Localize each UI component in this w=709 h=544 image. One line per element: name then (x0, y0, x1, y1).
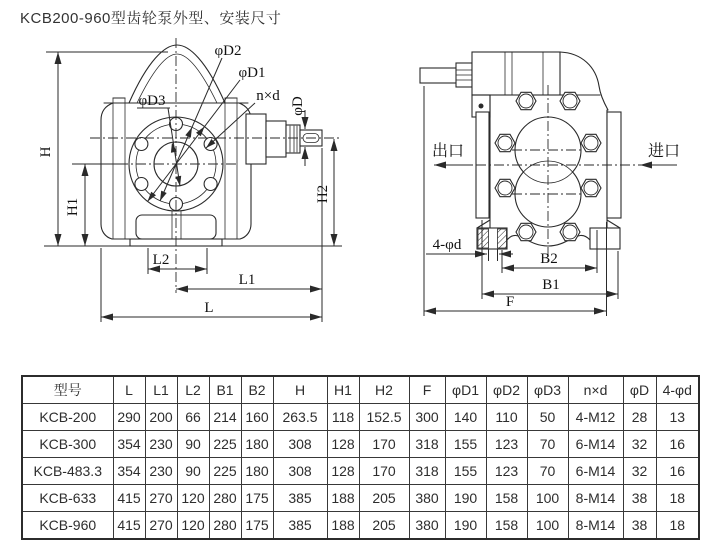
table-cell: 100 (527, 512, 568, 540)
dim-label-h2: H2 (315, 184, 331, 204)
hex-bolt (581, 134, 601, 151)
table-row (22, 431, 699, 458)
table-cell: 38 (623, 512, 656, 540)
table-cell: 270 (145, 485, 177, 512)
model-cell: KCB-483.3 (22, 458, 113, 485)
header-cell: φD3 (527, 376, 568, 404)
table-cell: 16 (656, 431, 699, 458)
table-cell: 225 (209, 431, 241, 458)
header-cell: B2 (241, 376, 273, 404)
table-cell: 170 (359, 458, 409, 485)
table-cell: 175 (241, 512, 273, 540)
table-cell: 385 (273, 485, 327, 512)
table-row (22, 404, 699, 431)
table-cell: 280 (209, 512, 241, 540)
outlet-label: 出口 (431, 143, 465, 160)
table-cell: 308 (273, 431, 327, 458)
body-left-edge (101, 103, 113, 239)
dim-label-phid2: φD2 (214, 43, 242, 59)
dim-label-l2: L2 (152, 252, 170, 268)
hex-bolt (560, 92, 580, 109)
table-cell: 90 (177, 458, 209, 485)
dim-label-h: H (38, 146, 54, 158)
model-cell: KCB-633 (22, 485, 113, 512)
hex-bolt (560, 223, 580, 240)
header-cell: φD (623, 376, 656, 404)
dim-label-l1: L1 (238, 272, 256, 288)
header-cell: B1 (209, 376, 241, 404)
dim-label-b1: B1 (542, 277, 560, 293)
table-cell: 188 (327, 512, 359, 540)
shaft-side (420, 68, 458, 83)
side-view (420, 52, 680, 316)
dim-label-b2: B2 (540, 251, 558, 267)
table-cell: 90 (177, 431, 209, 458)
table-cell: 225 (209, 458, 241, 485)
header-cell: L (113, 376, 145, 404)
table-cell: 152.5 (359, 404, 409, 431)
table-cell: 6-M14 (568, 458, 623, 485)
table-cell: 160 (241, 404, 273, 431)
inlet-label: 进口 (647, 143, 681, 160)
header-cell: 4-φd (656, 376, 699, 404)
table-cell: 318 (409, 458, 445, 485)
header-cell: 型号 (22, 376, 113, 404)
table-cell: 180 (241, 458, 273, 485)
table-cell: 6-M14 (568, 431, 623, 458)
table-cell: 230 (145, 458, 177, 485)
header-cell: H (273, 376, 327, 404)
table-cell: 8-M14 (568, 485, 623, 512)
table-cell: 190 (445, 512, 486, 540)
header-cell: φD2 (486, 376, 527, 404)
table-cell: 290 (113, 404, 145, 431)
table-cell: 415 (113, 512, 145, 540)
dim-label-4phid: 4-φd (432, 237, 462, 253)
table-cell: 175 (241, 485, 273, 512)
table-cell: 16 (656, 458, 699, 485)
header-cell: L2 (177, 376, 209, 404)
table-header-row (22, 376, 699, 404)
table-cell: 128 (327, 458, 359, 485)
dim-label-phid1: φD1 (238, 65, 266, 81)
table-cell: 123 (486, 431, 527, 458)
header-cell: L1 (145, 376, 177, 404)
table-cell: 200 (145, 404, 177, 431)
dim-label-phid: φD (290, 96, 306, 116)
table-cell: 158 (486, 485, 527, 512)
table-cell: 415 (113, 485, 145, 512)
table-cell: 70 (527, 431, 568, 458)
table-cell: 110 (486, 404, 527, 431)
table-cell: 180 (241, 431, 273, 458)
dim-label-f: F (505, 294, 515, 310)
page-title: KCB200-960型齿轮泵外型、安装尺寸 (20, 10, 282, 27)
table-cell: 128 (327, 431, 359, 458)
header-cell: H2 (359, 376, 409, 404)
table-cell: 318 (409, 431, 445, 458)
table-cell: 123 (486, 458, 527, 485)
table-cell: 155 (445, 431, 486, 458)
table-cell: 120 (177, 512, 209, 540)
table-cell: 140 (445, 404, 486, 431)
hex-bolt (581, 179, 601, 196)
table-cell: 270 (145, 512, 177, 540)
table-cell: 205 (359, 512, 409, 540)
table-cell: 8-M14 (568, 512, 623, 540)
table-cell: 170 (359, 431, 409, 458)
table-cell: 158 (486, 512, 527, 540)
gland-nut (286, 125, 300, 153)
table-cell: 354 (113, 431, 145, 458)
table-cell: 100 (527, 485, 568, 512)
table-cell: 18 (656, 485, 699, 512)
table-cell: 4-M12 (568, 404, 623, 431)
table-cell: 263.5 (273, 404, 327, 431)
table-cell: 205 (359, 485, 409, 512)
table-cell: 70 (527, 458, 568, 485)
dim-label-nxd: n×d (256, 88, 280, 104)
table-cell: 230 (145, 431, 177, 458)
table-cell: 214 (209, 404, 241, 431)
table-cell: 120 (177, 485, 209, 512)
header-cell: φD1 (445, 376, 486, 404)
hex-bolt (495, 134, 515, 151)
table-cell: 118 (327, 404, 359, 431)
right-foot (590, 228, 620, 249)
table-cell: 190 (445, 485, 486, 512)
table-cell: 380 (409, 512, 445, 540)
table-row (22, 458, 699, 485)
table-cell: 18 (656, 512, 699, 540)
model-cell: KCB-300 (22, 431, 113, 458)
hex-bolt (516, 223, 536, 240)
table-cell: 50 (527, 404, 568, 431)
dimension-table (21, 375, 700, 540)
bearing-housing (472, 52, 560, 95)
header-cell: n×d (568, 376, 623, 404)
hex-bolt (516, 92, 536, 109)
table-cell: 66 (177, 404, 209, 431)
table-cell: 188 (327, 485, 359, 512)
table-cell: 385 (273, 512, 327, 540)
table-cell: 32 (623, 431, 656, 458)
table-cell: 300 (409, 404, 445, 431)
table-cell: 280 (209, 485, 241, 512)
table-cell: 38 (623, 485, 656, 512)
dim-label-l: L (204, 300, 214, 316)
dim-label-h1: H1 (65, 197, 81, 217)
table-row (22, 485, 699, 512)
front-view (38, 38, 342, 322)
table-cell: 354 (113, 458, 145, 485)
table-cell: 380 (409, 485, 445, 512)
model-cell: KCB-960 (22, 512, 113, 540)
dim-label-phid3: φD3 (138, 93, 166, 109)
table-row (22, 512, 699, 540)
table-cell: 32 (623, 458, 656, 485)
table-cell: 28 (623, 404, 656, 431)
table-cell: 13 (656, 404, 699, 431)
table-cell: 155 (445, 458, 486, 485)
model-cell: KCB-200 (22, 404, 113, 431)
header-cell: F (409, 376, 445, 404)
header-cell: H1 (327, 376, 359, 404)
table-cell: 308 (273, 458, 327, 485)
